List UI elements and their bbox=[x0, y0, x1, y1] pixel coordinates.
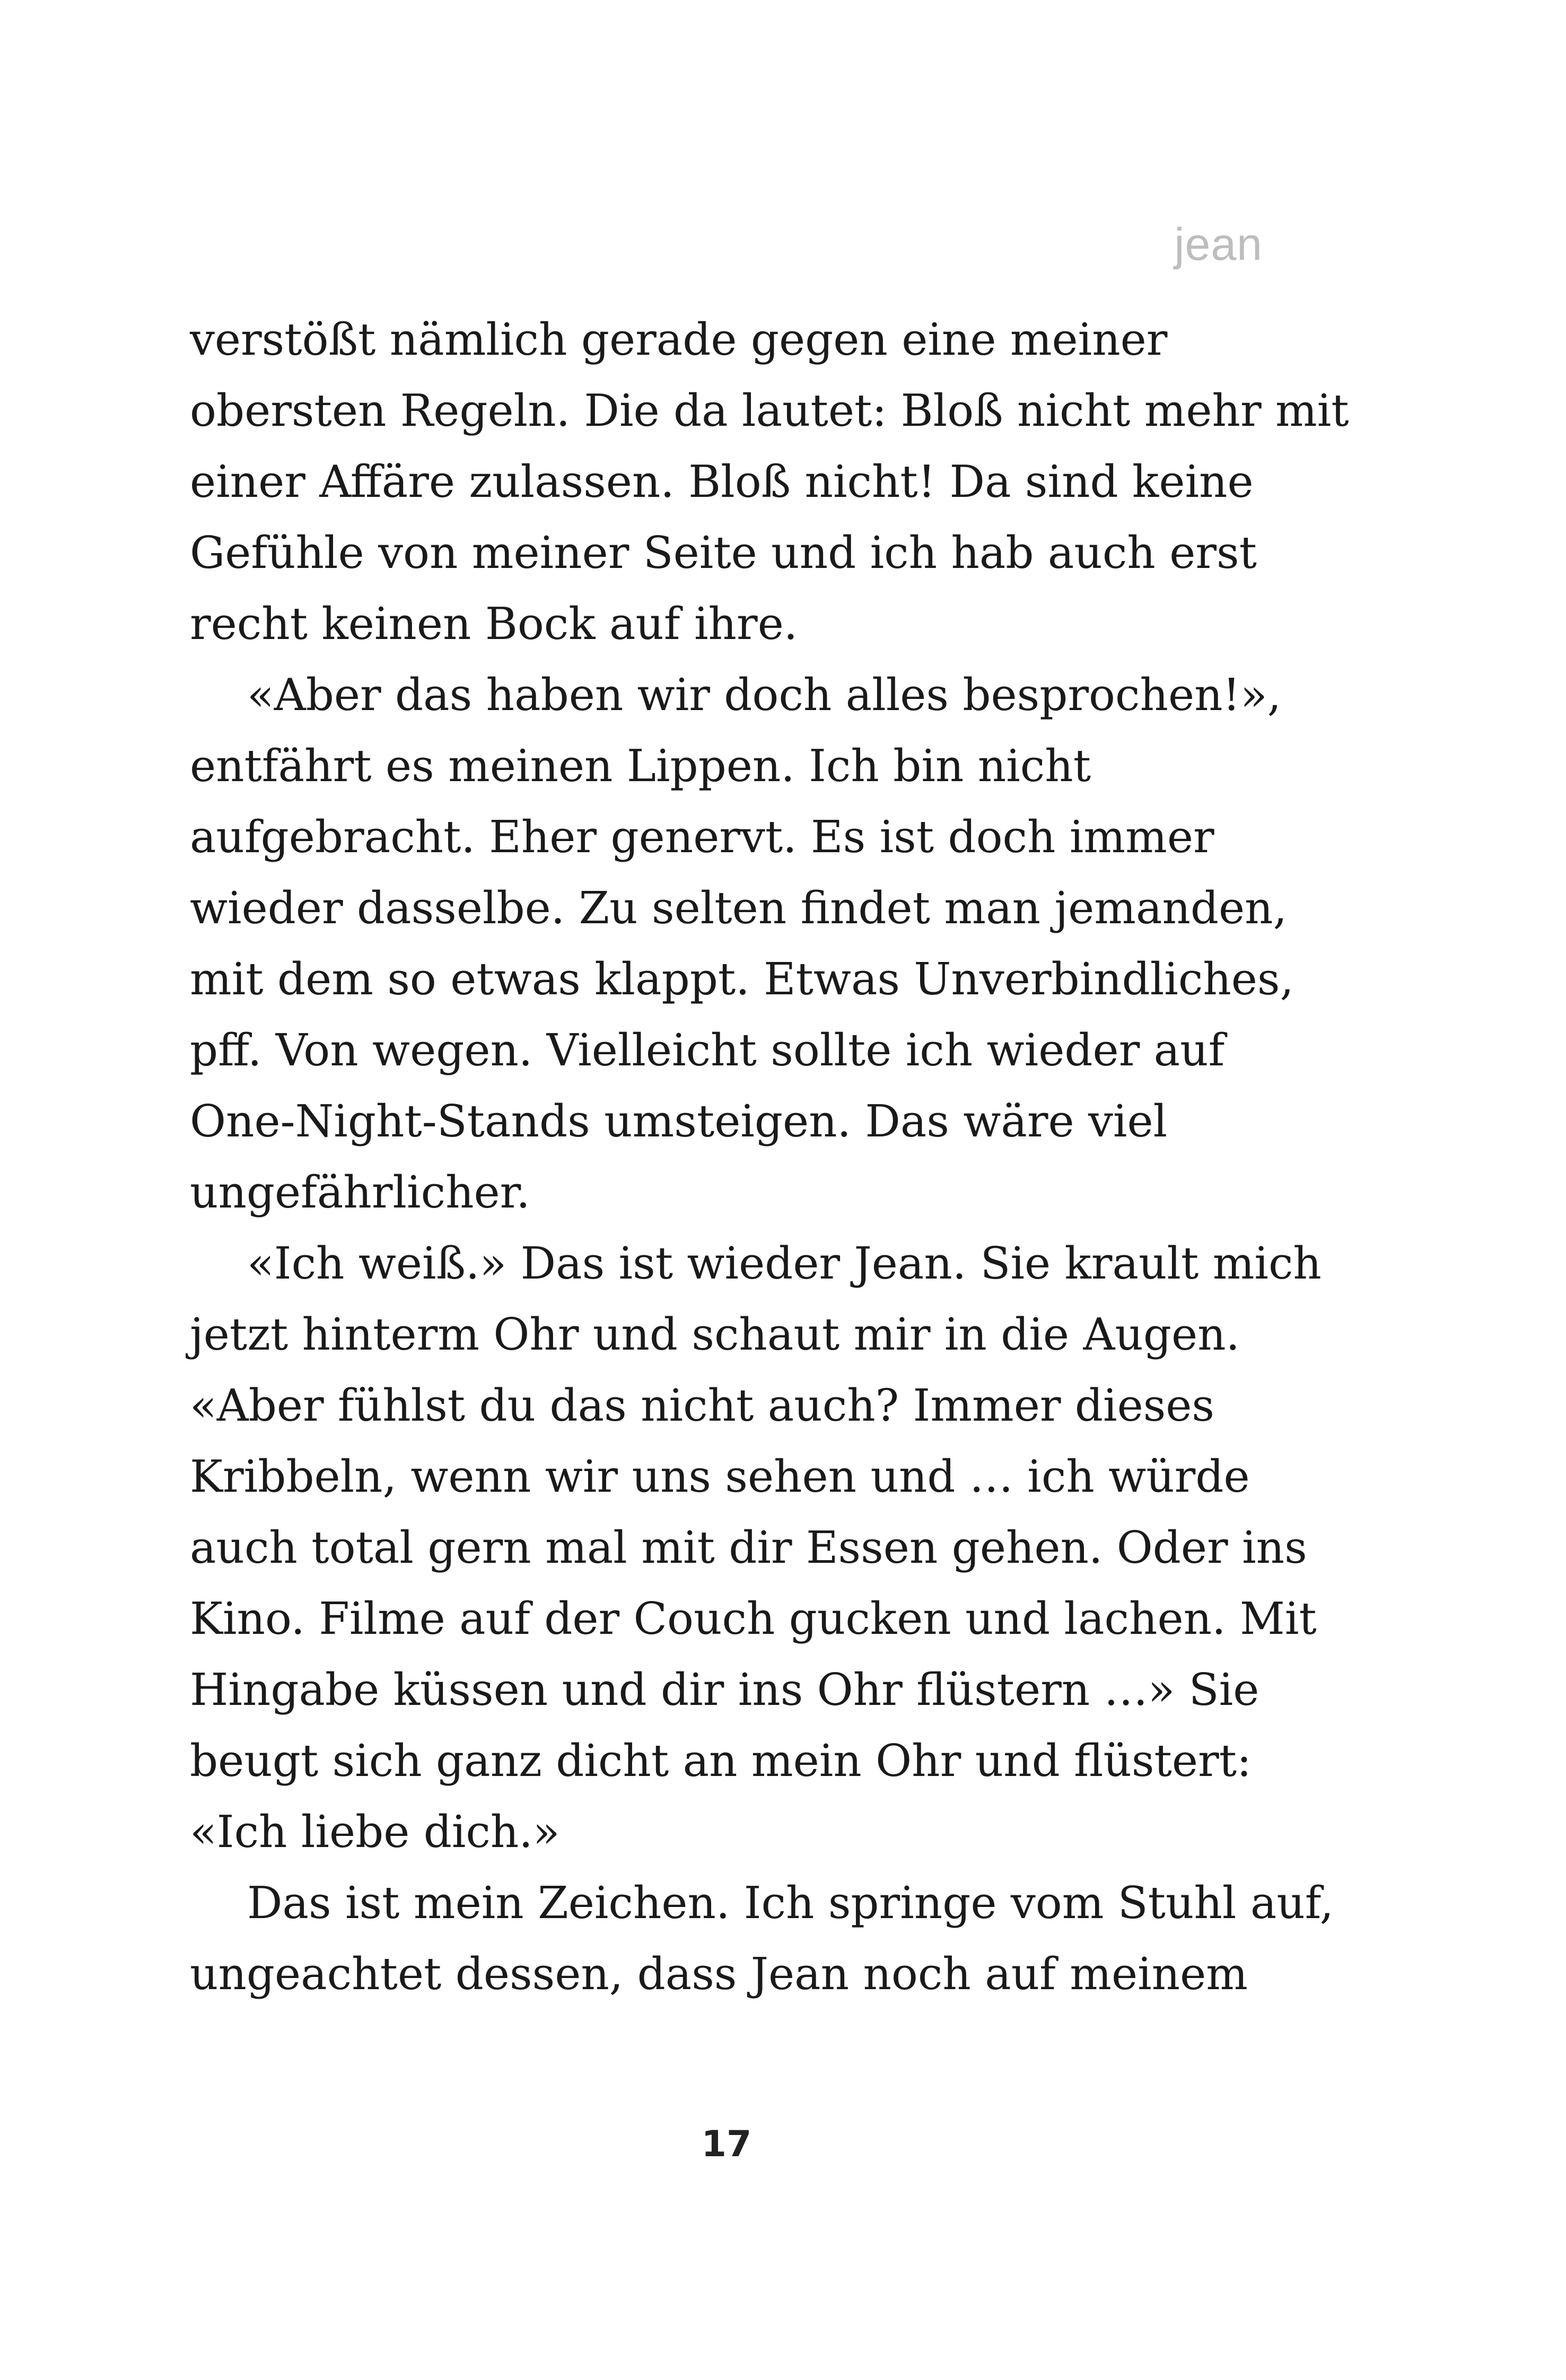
text-line: verstößt nämlich gerade gegen eine meiner bbox=[190, 314, 1168, 365]
text-line: obersten Regeln. Die da lautet: Bloß nicht mehr mit bbox=[190, 385, 1349, 436]
body-text bbox=[190, 304, 1349, 2010]
text-line: «Ich liebe dich.» bbox=[190, 1806, 560, 1858]
text-line: einer Affäre zulassen. Bloß nicht! Da sind keine bbox=[190, 456, 1254, 508]
text-line: pff. Von wegen. Vielleicht sollte ich wieder auf bbox=[190, 1025, 1225, 1076]
text-line: Kribbeln, wenn wir uns sehen und … ich würde bbox=[190, 1451, 1250, 1502]
text-line: jetzt hinterm Ohr und schaut mir in die Augen. bbox=[190, 1309, 1240, 1360]
page-number: 17 bbox=[701, 2123, 752, 2165]
text-line: Hingabe küssen und dir ins Ohr flüstern …» Sie bbox=[190, 1664, 1259, 1716]
text-line: Kino. Filme auf der Couch gucken und lachen. Mit bbox=[190, 1593, 1317, 1644]
text-line: ungefährlicher. bbox=[190, 1167, 530, 1218]
text-line: aufgebracht. Eher genervt. Es ist doch immer bbox=[190, 811, 1214, 863]
text-line: «Aber fühlst du das nicht auch? Immer dieses bbox=[190, 1380, 1215, 1431]
text-line: One-Night-Stands umsteigen. Das wäre viel bbox=[190, 1096, 1168, 1147]
text-line: «Aber das haben wir doch alles besprochen!», bbox=[247, 669, 1282, 721]
text-line: «Ich weiß.» Das ist wieder Jean. Sie krault mich bbox=[247, 1238, 1322, 1289]
text-line: Das ist mein Zeichen. Ich springe vom Stuhl auf, bbox=[247, 1877, 1334, 1929]
text-line: recht keinen Bock auf ihre. bbox=[190, 598, 798, 650]
text-line: entfährt es meinen Lippen. Ich bin nicht bbox=[190, 740, 1091, 792]
text-line: Gefühle von meiner Seite und ich hab auch erst bbox=[190, 527, 1257, 579]
text-line: ungeachtet dessen, dass Jean noch auf meinem bbox=[190, 1948, 1248, 2000]
running-head-title: jean bbox=[1174, 219, 1263, 270]
text-line: beugt sich ganz dicht an mein Ohr und flüstert: bbox=[190, 1735, 1252, 1787]
text-line: wieder dasselbe. Zu selten findet man jemanden, bbox=[190, 882, 1288, 934]
text-line: mit dem so etwas klappt. Etwas Unverbindliches, bbox=[190, 953, 1294, 1005]
text-line: auch total gern mal mit dir Essen gehen. Oder ins bbox=[190, 1522, 1307, 1573]
